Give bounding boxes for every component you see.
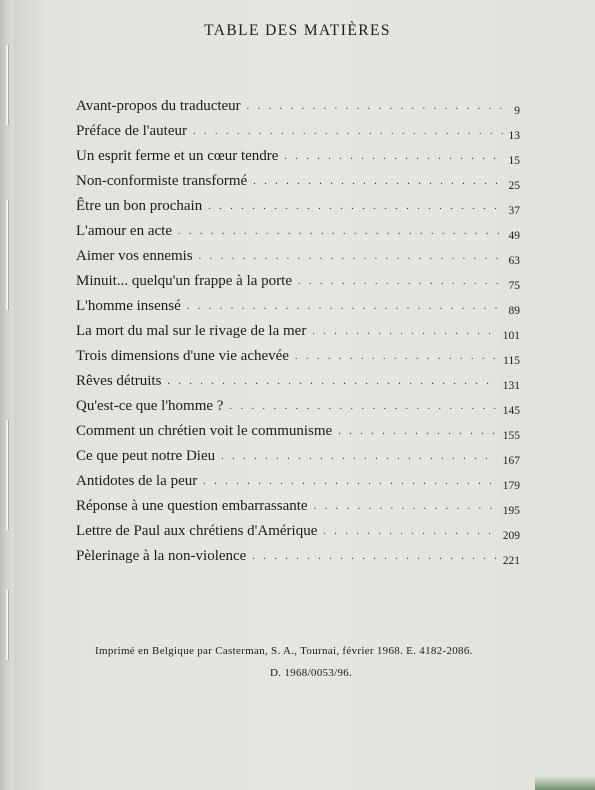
binding-stitch — [6, 420, 8, 530]
toc-entry — [76, 115, 520, 140]
dot-leader — [252, 551, 496, 562]
dot-leader — [221, 451, 497, 462]
toc-entry-page-number: 131 — [502, 380, 520, 392]
dot-leader — [203, 476, 497, 487]
toc-entry — [76, 315, 520, 340]
dot-leader — [247, 101, 509, 112]
toc-entry-label: L'homme insensé — [76, 298, 181, 314]
toc-entry-page-number: 63 — [508, 255, 520, 267]
toc-entry-label: L'amour en acte — [76, 223, 172, 239]
toc-entry-label: Ce que peut notre Dieu — [76, 448, 216, 464]
dot-leader — [187, 301, 503, 312]
toc-entry — [76, 265, 520, 290]
imprint-line-2: D. 1968/0053/96. — [270, 667, 353, 679]
toc-entry — [76, 90, 520, 115]
dot-leader — [295, 351, 497, 362]
toc-entry — [76, 165, 520, 190]
toc-entry — [76, 290, 520, 315]
toc-entry-label: Antidotes de la peur — [76, 473, 198, 489]
toc-entry-page-number: 115 — [503, 355, 520, 367]
dot-leader — [193, 126, 503, 137]
toc-entry-page-number: 195 — [502, 505, 520, 517]
binding-stitch — [6, 200, 8, 310]
toc-entry — [76, 440, 520, 465]
toc-entry-label: Préface de l'auteur — [76, 123, 187, 139]
binding-stitch — [6, 45, 8, 125]
toc-entry-page-number: 15 — [508, 155, 520, 167]
book-spine — [0, 0, 14, 790]
toc-entry-label: Rêves détruits — [76, 373, 162, 389]
toc-entry-page-number: 145 — [502, 405, 520, 417]
dot-leader — [298, 276, 503, 287]
toc-entry-page-number: 89 — [508, 305, 520, 317]
toc-entry-page-number: 221 — [502, 555, 520, 567]
toc-entry — [76, 540, 520, 565]
toc-entry — [76, 240, 520, 265]
toc-entry — [76, 490, 520, 515]
dot-leader — [312, 326, 496, 337]
toc-entry — [76, 415, 520, 440]
toc-entry — [76, 140, 520, 165]
imprint-line-1: Imprimé en Belgique par Casterman, S. A., Tournai, février 1968. E. 4182-2086. — [95, 645, 473, 657]
toc-entry-label: Lettre de Paul aux chrétiens d'Amérique — [76, 523, 318, 539]
toc-entry-label: Trois dimensions d'une vie achevée — [76, 348, 289, 364]
toc-entry-page-number: 179 — [502, 480, 520, 492]
toc-entry-page-number: 13 — [508, 130, 520, 142]
toc-entry-label: Pèlerinage à la non-violence — [76, 548, 247, 564]
toc-entry-label: Aimer vos ennemis — [76, 248, 193, 264]
dot-leader — [167, 376, 496, 387]
toc-entry-page-number: 9 — [514, 105, 520, 117]
dot-leader — [338, 426, 497, 437]
toc-entry-page-number: 25 — [508, 180, 520, 192]
dot-leader — [284, 151, 502, 162]
toc-entry-page-number: 75 — [508, 280, 520, 292]
toc-entry — [76, 190, 520, 215]
toc-entry — [76, 390, 520, 415]
toc-entry-label: Un esprit ferme et un cœur tendre — [76, 148, 279, 164]
toc-entry-label: Non-conformiste transformé — [76, 173, 248, 189]
dot-leader — [208, 201, 502, 212]
toc-entry-label: La mort du mal sur le rivage de la mer — [76, 323, 307, 339]
toc-entry — [76, 365, 520, 390]
background-corner — [535, 776, 595, 790]
toc-entry-label: Avant-propos du traducteur — [76, 98, 241, 114]
dot-leader — [314, 501, 497, 512]
dot-leader — [323, 526, 496, 537]
toc-entry-page-number: 101 — [502, 330, 520, 342]
toc-entry-label: Réponse à une question embarrassante — [76, 498, 308, 514]
toc-entry-page-number: 167 — [502, 455, 520, 467]
toc-entry-label: Être un bon prochain — [76, 198, 203, 214]
toc-entry-label: Qu'est-ce que l'homme ? — [76, 398, 224, 414]
dot-leader — [229, 401, 496, 412]
dot-leader — [199, 251, 503, 262]
dot-leader — [178, 226, 503, 237]
dot-leader — [253, 176, 502, 187]
toc-entry-label: Minuit... quelqu'un frappe à la porte — [76, 273, 292, 289]
toc-entry-page-number: 155 — [502, 430, 520, 442]
binding-stitch — [6, 590, 8, 660]
toc-entry-label: Comment un chrétien voit le communisme — [76, 423, 333, 439]
toc-entry-page-number: 209 — [502, 530, 520, 542]
toc-entry-page-number: 49 — [508, 230, 520, 242]
page-title: TABLE DES MATIÈRES — [204, 22, 391, 39]
table-of-contents — [76, 90, 520, 565]
toc-entry — [76, 340, 520, 365]
toc-entry-page-number: 37 — [508, 205, 520, 217]
toc-entry — [76, 215, 520, 240]
toc-entry — [76, 515, 520, 540]
toc-entry — [76, 465, 520, 490]
